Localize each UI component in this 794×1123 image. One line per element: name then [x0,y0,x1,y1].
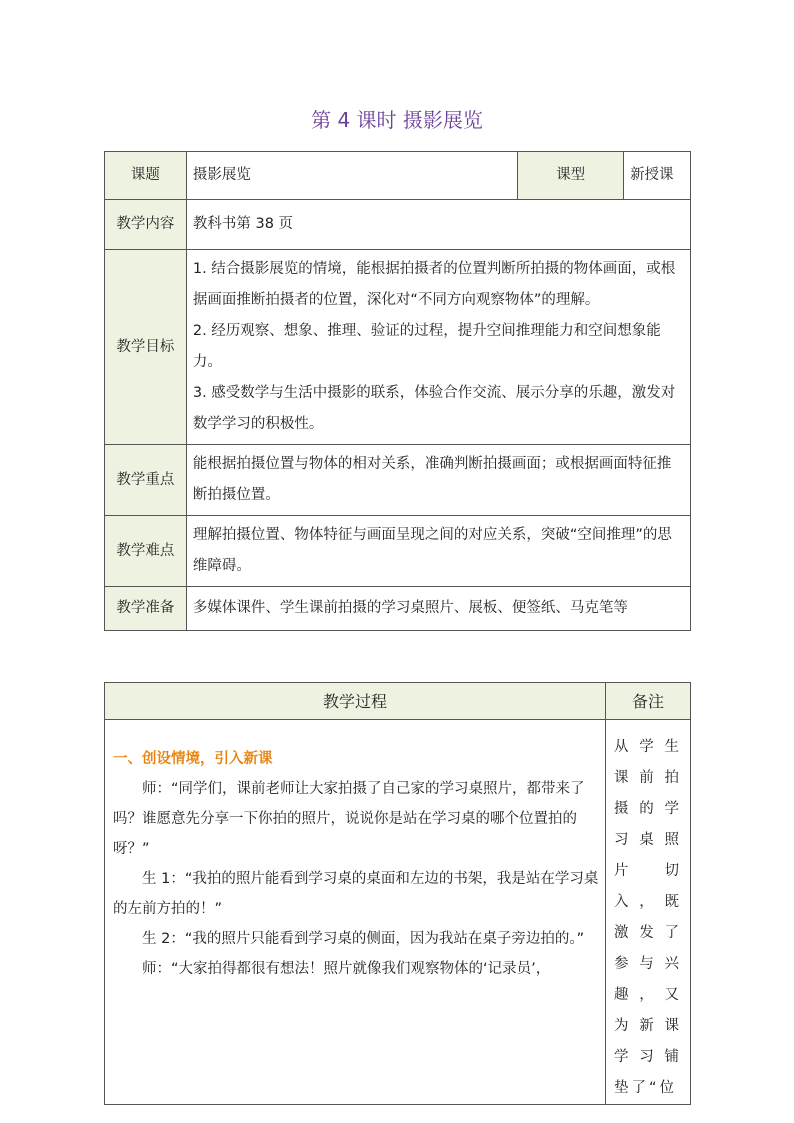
key-label: 教学重点 [105,445,187,516]
dialogue-paragraph: 生 2：“我的照片只能看到学习桌的侧面，因为我站在桌子旁边拍的。” [142,931,585,947]
content-label: 教学内容 [105,200,187,250]
type-label: 课型 [518,152,624,200]
prep-label: 教学准备 [105,587,187,631]
prep-value: 多媒体课件、学生课前拍摄的学习桌照片、展板、便签纸、马克笔等 [186,587,690,631]
note-content: 从学生课前拍摄的学习桌照片切入，既激发了参与兴趣，又为新课学习铺垫了“位 [606,720,691,1105]
page-title: 第 4 课时 摄影展览 [311,108,483,132]
goal-item: 1. 结合摄影展览的情境，能根据拍摄者的位置判断所拍摄的物体画面，或根据画面推断拍摄者的位置，深化对“不同方向观察物体”的理解。 [192,261,676,308]
goals-list [186,250,690,445]
dialogue-paragraph: 师：“同学们，课前老师让大家拍摄了自己家的学习桌照片，都带来了吗？谁愿意先分享一下你拍的照片，说说你是站在学习桌的哪个位置拍的呀？” [113,781,585,857]
lesson-info-table [104,151,691,631]
topic-value: 摄影展览 [186,152,517,200]
teaching-process-table [104,682,691,1105]
note-header: 备注 [606,683,691,720]
process-content [105,720,606,1105]
dialogue-paragraph: 师：“大家拍得都很有想法！照片就像我们观察物体的‘记录员’， [142,961,551,977]
difficulty-label: 教学难点 [105,516,187,587]
topic-label: 课题 [105,152,187,200]
section-title: 一、创设情境，引入新课 [113,751,273,767]
goal-item: 3. 感受数学与生活中摄影的联系，体验合作交流、展示分享的乐趣，激发对数学学习的积极性。 [192,385,676,432]
goal-item: 2. 经历观察、想象、推理、验证的过程，提升空间推理能力和空间想象能力。 [192,323,661,370]
goals-label: 教学目标 [105,250,187,445]
process-header: 教学过程 [105,683,606,720]
content-value: 教科书第 38 页 [186,200,690,250]
type-value: 新授课 [624,152,691,200]
key-value: 能根据拍摄位置与物体的相对关系，准确判断拍摄画面；或根据画面特征推断拍摄位置。 [186,445,690,516]
difficulty-value: 理解拍摄位置、物体特征与画面呈现之间的对应关系，突破“空间推理”的思维障碍。 [186,516,690,587]
dialogue-paragraph: 生 1：“我拍的照片能看到学习桌的桌面和左边的书架，我是站在学习桌的左前方拍的！” [113,871,599,917]
